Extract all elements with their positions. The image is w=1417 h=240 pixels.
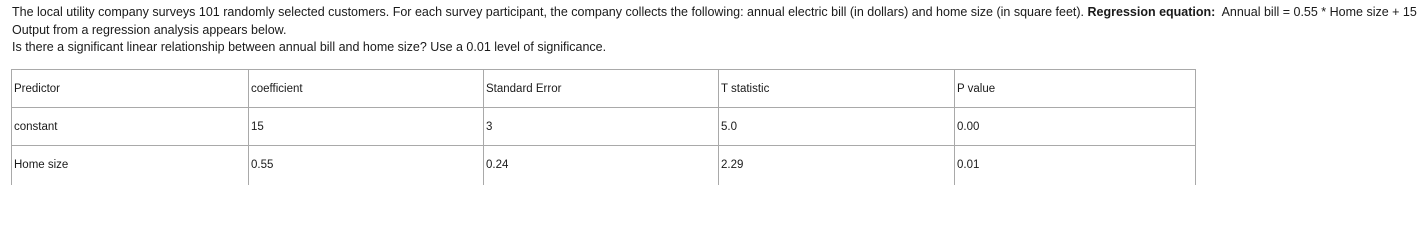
- table-row: [12, 146, 1196, 185]
- problem-statement-line-1: [12, 4, 1417, 20]
- header-standard-error: Standard Error: [484, 70, 719, 108]
- table-row: [12, 108, 1196, 146]
- regression-equation-text: Annual bill = 0.55 * Home size + 15: [1215, 5, 1417, 19]
- table-header-row: [12, 70, 1196, 108]
- cell-standard-error: 3: [484, 108, 719, 146]
- problem-statement-line-2: Output from a regression analysis appears below.: [12, 23, 287, 37]
- regression-equation-label: Regression equation:: [1087, 5, 1216, 19]
- cell-coefficient: 15: [249, 108, 484, 146]
- cell-standard-error: 0.24: [484, 146, 719, 185]
- cell-p-value: 0.01: [955, 146, 1196, 185]
- problem-question: Is there a significant linear relationship between annual bill and home size? Use a 0.01 level of significance.: [12, 40, 607, 54]
- cell-coefficient: 0.55: [249, 146, 484, 185]
- cell-t-statistic: 2.29: [719, 146, 955, 185]
- cell-p-value: 0.00: [955, 108, 1196, 146]
- regression-output-table: [11, 69, 1196, 185]
- cell-predictor: constant: [12, 108, 249, 146]
- header-coefficient: coefficient: [249, 70, 484, 108]
- header-predictor: Predictor: [12, 70, 249, 108]
- header-p-value: P value: [955, 70, 1196, 108]
- cell-predictor: Home size: [12, 146, 249, 185]
- header-t-statistic: T statistic: [719, 70, 955, 108]
- problem-intro-text: The local utility company surveys 101 randomly selected customers. For each survey participant, the company collects the following: annual electric bill (in dollars) and home size (in square feet).: [12, 5, 1088, 19]
- cell-t-statistic: 5.0: [719, 108, 955, 146]
